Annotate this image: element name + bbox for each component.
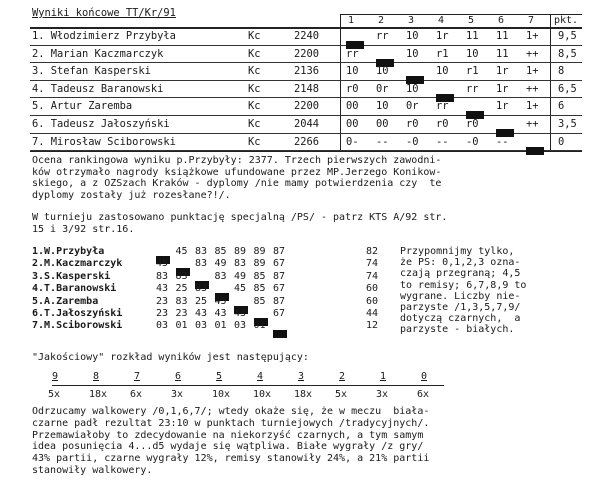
round-result: 0r — [376, 82, 389, 95]
text-line: Odrzucamy walkowery /0,1,6,7/; wtedy okaże się, że w meczu biała- — [32, 406, 430, 417]
ps-value: 45 — [214, 295, 227, 307]
points-header: pkt. — [554, 15, 579, 26]
round-result: 11 — [496, 47, 509, 60]
text-line: dyplomy zostały już rozesłane?!/. — [32, 189, 231, 201]
side-note-line: parzyste /1,3,5,7,9/ — [400, 302, 521, 313]
round-result: 1r — [496, 82, 509, 95]
distribution-count: 10x — [253, 389, 272, 400]
distribution-count: 10x — [212, 389, 231, 400]
ps-value: 89 — [234, 246, 247, 257]
round-result: -- — [496, 135, 509, 148]
player-points: 6,5 — [558, 82, 577, 95]
side-note-line: parzyste - białych. — [400, 324, 515, 336]
round-result: 1+ — [526, 30, 539, 42]
ps-value: 85 — [253, 283, 266, 295]
distribution-score: 4 — [257, 371, 264, 382]
player-club: Kc — [248, 47, 261, 60]
distribution-count: 18x — [89, 389, 108, 400]
ps-value: 67 — [273, 258, 286, 270]
text-line: czarne padł rezultat 23:10 w punktach turniejowych /tradycyjnych/. — [32, 417, 430, 429]
ps-value: 03 — [234, 320, 247, 332]
player-club: Kc — [248, 65, 261, 78]
round-result: 10 — [406, 30, 419, 42]
player-name: 2. Marian Kaczmarczyk — [32, 47, 164, 60]
round-result: 0- — [346, 135, 359, 148]
text-line: W turnieju zastosowano punktację specjalną /PS/ - patrz KTS A/92 str. — [32, 212, 448, 223]
ps-total: 60 — [366, 295, 379, 307]
ps-value: 67 — [273, 308, 286, 319]
player-club: Kc — [248, 135, 261, 148]
ps-value: 25 — [175, 283, 188, 295]
distribution-count: 18x — [294, 389, 313, 400]
distribution-score: 9 — [52, 371, 59, 382]
player-club: Kc — [248, 117, 261, 130]
round-result: 10 — [346, 65, 359, 78]
distribution-count: 3x — [171, 389, 184, 400]
table-row — [30, 46, 582, 64]
player-points: 0 — [558, 135, 565, 148]
blank-cell — [526, 139, 544, 158]
player-name: 4. Tadeusz Baranowski — [32, 82, 164, 95]
ps-value: 83 — [234, 258, 247, 270]
blank-cell — [273, 322, 287, 341]
player-points: 6 — [558, 100, 565, 113]
round-number: 7 — [528, 15, 535, 26]
player-name: 7. Mirosław Sciborowski — [32, 135, 176, 148]
ps-value: 43 — [234, 308, 247, 319]
ps-value: 45 — [234, 283, 247, 295]
text-line: skiego, a z OZSzach Kraków - dyplomy /nie mamy potwierdzenia czy te — [32, 178, 442, 189]
ps-value: 23 — [156, 295, 169, 307]
round-number: 5 — [468, 15, 475, 26]
text-line: Przemawiałoby to zdecydowanie na niekorzyść czarnych, a tym samym — [32, 429, 424, 441]
player-club: Kc — [248, 82, 261, 95]
ps-value: 85 — [253, 270, 266, 282]
round-result: r0 — [406, 117, 419, 130]
round-number: 6 — [498, 15, 505, 26]
table-row — [30, 116, 582, 134]
ps-value: 23 — [175, 308, 188, 319]
player-rating: 2200 — [294, 47, 320, 60]
text-line: stanowiły walkowery. — [32, 465, 153, 476]
round-result: r1 — [466, 65, 479, 78]
round-number: 1 — [348, 15, 355, 26]
round-result: 00 — [346, 100, 359, 113]
round-result: r0 — [436, 117, 449, 130]
text-line: 15 i 3/92 str.16. — [32, 224, 135, 235]
ps-value: 01 — [214, 320, 227, 332]
round-result: 1+ — [526, 100, 539, 113]
player-name: 1. Włodzimierz Przybyła — [32, 30, 176, 42]
side-note-line: to remisy; 6,7,8,9 to — [400, 279, 527, 291]
ps-value: 01 — [175, 320, 188, 332]
ps-name: 2.M.Kaczmarczyk — [32, 258, 123, 270]
round-result: r0 — [346, 82, 359, 95]
side-note-line: że PS: 0,1,2,3 ozna- — [400, 257, 521, 269]
ps-value: 83 — [214, 270, 227, 282]
round-result: 11 — [466, 30, 479, 42]
round-result: -0 — [406, 135, 419, 148]
round-result: 1r — [496, 65, 509, 78]
ps-value: 45 — [175, 246, 188, 257]
ps-value: 83 — [156, 270, 169, 282]
ps-name: 3.S.Kasperski — [32, 270, 111, 282]
text-line: Ocena rankingowa wyniku p.Przybyły: 2377. Trzech pierwszych zawodni- — [32, 155, 442, 166]
round-result: 10 — [436, 65, 449, 78]
distribution-score: 3 — [298, 371, 305, 382]
player-rating: 2136 — [294, 65, 320, 78]
ps-value: 83 — [195, 283, 208, 295]
side-note-line: dotyczą czarnych, a — [400, 313, 521, 325]
round-result: r0 — [466, 117, 479, 130]
round-result: r1 — [436, 47, 449, 60]
ps-name: 6.T.Jałoszyński — [32, 308, 123, 319]
player-points: 9,5 — [558, 30, 577, 42]
ps-value: 49 — [214, 258, 227, 270]
round-result: 10 — [466, 47, 479, 60]
player-rating: 2200 — [294, 100, 320, 113]
table-row — [30, 134, 582, 152]
ps-value: 83 — [175, 295, 188, 307]
results-table — [30, 14, 580, 152]
player-points: 3,5 — [558, 117, 577, 130]
ps-value: 25 — [195, 295, 208, 307]
player-name: 6. Tadeusz Jałoszyński — [32, 117, 170, 130]
ps-value: 85 — [253, 295, 266, 307]
player-rating: 2240 — [294, 30, 320, 42]
player-name: 3. Stefan Kasperski — [32, 65, 151, 78]
round-number: 2 — [378, 15, 385, 26]
player-rating: 2266 — [294, 135, 320, 148]
round-result: 1r — [436, 30, 449, 42]
ps-total: 12 — [366, 320, 379, 332]
ps-total: 60 — [366, 283, 379, 295]
player-points: 8 — [558, 65, 565, 78]
round-result: -- — [436, 135, 449, 148]
ps-value: 89 — [253, 258, 266, 270]
side-note-line: czają przegraną; 4,5 — [400, 268, 521, 280]
round-number: 3 — [408, 15, 415, 26]
ps-value: 89 — [253, 246, 266, 257]
distribution-score: 7 — [134, 371, 141, 382]
round-result: rr — [346, 47, 359, 60]
distribution-count: 5x — [48, 389, 61, 400]
text-line: idea posunięcia 4...d5 wydaje się wątpliwa. Białe wygrały /z gry/ — [32, 441, 424, 453]
round-result: 10 — [376, 100, 389, 113]
ps-total: 82 — [366, 246, 379, 257]
ps-value: 83 — [175, 270, 188, 282]
table-row — [30, 63, 582, 81]
ps-value: 45 — [156, 258, 169, 270]
round-result: 10 — [406, 47, 419, 60]
table-row — [30, 81, 582, 99]
ps-name: 4.T.Baranowski — [32, 283, 117, 295]
distribution-title: "Jakościowy" rozkład wyników jest następujący: — [32, 352, 309, 363]
ps-value: 01 — [253, 320, 266, 332]
ps-value: 03 — [156, 320, 169, 332]
round-result: 00 — [376, 117, 389, 130]
ps-value: 03 — [195, 320, 208, 332]
ps-name: 7.M.Sciborowski — [32, 320, 123, 332]
distribution-score: 1 — [380, 371, 387, 382]
round-result: -- — [376, 135, 389, 148]
player-points: 8,5 — [558, 47, 577, 60]
round-result: 11 — [496, 30, 509, 42]
ps-total: 74 — [366, 270, 379, 282]
distribution-score: 0 — [421, 371, 428, 382]
distribution-score: 6 — [175, 371, 182, 382]
player-club: Kc — [248, 100, 261, 113]
round-result: 1r — [496, 100, 509, 113]
distribution-count: 6x — [130, 389, 143, 400]
round-result: 0r — [406, 100, 419, 113]
round-number: 4 — [438, 15, 445, 26]
distribution-count: 3x — [376, 389, 389, 400]
player-rating: 2044 — [294, 117, 320, 130]
ps-value: 43 — [195, 308, 208, 319]
ps-value: 49 — [234, 270, 247, 282]
distribution-divider — [52, 385, 444, 386]
distribution-count: 5x — [335, 389, 348, 400]
ps-value: 83 — [195, 258, 208, 270]
round-result: -0 — [466, 135, 479, 148]
ps-value: 43 — [156, 283, 169, 295]
table-row — [30, 98, 582, 116]
ps-total: 74 — [366, 258, 379, 270]
page-title: Wyniki końcowe TT/Kr/91 — [32, 7, 176, 19]
distribution-score: 5 — [216, 371, 223, 382]
ps-total: 44 — [366, 308, 379, 319]
ps-value: 23 — [156, 308, 169, 319]
round-result: rr — [436, 100, 449, 113]
ps-value: 83 — [195, 246, 208, 257]
side-note-line: Przypomnijmy tylko, — [400, 246, 515, 257]
player-club: Kc — [248, 30, 261, 42]
ps-value: 87 — [273, 270, 286, 282]
distribution-score: 8 — [93, 371, 100, 382]
player-rating: 2148 — [294, 82, 320, 95]
ps-value: 87 — [273, 246, 286, 257]
round-result: rr — [466, 82, 479, 95]
round-result: 10 — [406, 82, 419, 95]
round-result: 10 — [376, 65, 389, 78]
text-line: ków otrzymało nagrody książkowe ufundowane przez MP.Jerzego Konikow- — [32, 166, 442, 178]
player-name: 5. Artur Zaremba — [32, 100, 133, 113]
text-line: 43% partii, czarne wygrały 12%, remisy stanowiły 24%, a 21% partii — [32, 453, 430, 465]
round-result: 00 — [346, 117, 359, 130]
ps-value: 43 — [214, 308, 227, 319]
round-result: 1+ — [526, 65, 539, 78]
table-row — [30, 28, 582, 46]
round-result: ++ — [526, 47, 539, 60]
ps-name: 5.A.Zaremba — [32, 295, 99, 307]
distribution-score: 2 — [339, 371, 346, 382]
ps-value: 85 — [214, 246, 227, 257]
side-note-line: wygrane. Liczby nie- — [400, 290, 521, 302]
round-result: ++ — [526, 82, 539, 95]
ps-name: 1.W.Przybyła — [32, 246, 105, 257]
ps-value: 87 — [273, 295, 286, 307]
round-result: ++ — [526, 117, 539, 130]
round-result: rr — [376, 30, 389, 42]
ps-value: 67 — [273, 283, 286, 295]
distribution-count: 6x — [417, 389, 430, 400]
